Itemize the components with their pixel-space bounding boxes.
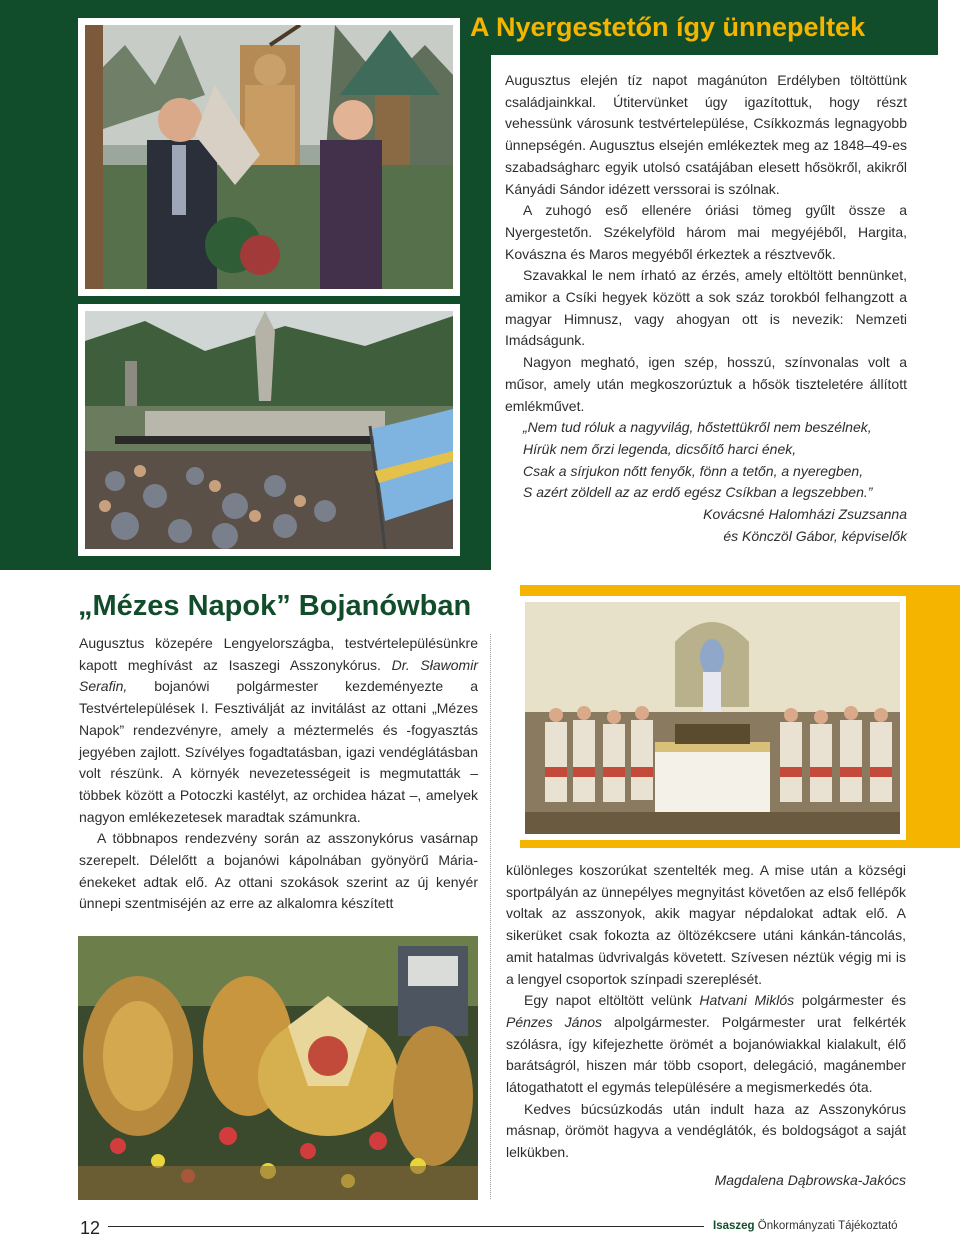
publication-name [713, 1220, 898, 1232]
page-number: 12 [80, 1218, 101, 1236]
article2-paragraph [506, 990, 906, 1099]
article2-text: polgármester és [794, 992, 906, 1009]
article2-paragraph: Kedves búcsúzkodás után indult haza az Asszonykórus másnap, örömöt hagyva a vendéglátók, és boldogságot a saját lelkükben. [506, 1100, 906, 1161]
poem-line: Csak a sírjukon nőtt fenyők, fönn a tetőn, a nyeregben, [523, 462, 864, 479]
article2-text: bojanówi polgármester kezdeményezte a Testvértelepülések I. Fesztiválját az invitálást az ottani „Mézes Napok” rendezvényre, amely a méztermelés és -fogyasztás jegyében zajlott. Szívélyes fogadtatásban, igazi vendéglátásban volt részünk. A környék nevezetességeit is megmutatták – többek között a Potoczki kastélyt, az orchidea házat –, amelyek nagyon emlékezetesek maradtak számunkra. [79, 678, 478, 825]
chapel-mass-photo-image [525, 602, 900, 834]
column-divider [490, 634, 491, 1199]
article2-text: alpolgármester. Polgármester urat felkérték szólásra, így kifejezhette örömét a bojanówiakkal kialakult, élő barátságról, hiszen már több csoport, delegáció, magánember látogathatott el egymás településére a megismerkedés óta. [506, 1013, 906, 1096]
footer-rule [108, 1226, 704, 1227]
article2-body-right [506, 860, 906, 1192]
chapel-mass-photo [519, 596, 906, 840]
article1-paragraph: Szavakkal le nem írható az érzés, amely eltöltött bennünket, amikor a Csíki hegyek között a sok száz torokból felhangzott a magyar Himnusz, vagy ahogyan ott is nevezik: Nemzeti Imádságunk. [505, 267, 907, 349]
harvest-wreaths-photo [78, 936, 478, 1200]
article2-title: „Mézes Napok” Bojanówban [78, 590, 472, 622]
article1-paragraph: Augusztus elején tíz napot magánúton Erdélyben töltöttünk családjainkkal. Útitervünket úgy igazítottuk, hogy részt vehessünk városunk testvértelepülése, Csíkkozmás legnagyobb ünnepségén. Augusztus elsején emlékeztek meg az 1848–49-es szabadságharc egyik utolsó csatájában elesett hősökről, akikről Kányádi Sándor idézett verssorai is szólnak. [505, 72, 907, 197]
article2-author: Magdalena Dąbrowska-Jakócs [714, 1171, 906, 1188]
poem-line: S azért zöldell az az erdő egész Csíkban a legszebben.” [523, 484, 873, 501]
article1-paragraph: Nagyon megható, igen szép, hosszú, színvonalas volt a műsor, amely után megkoszorúztuk a hősök tiszteletére állított emlékművet. [505, 354, 907, 414]
mayor-name: Dr. Sławomir Serafin, [79, 656, 478, 695]
publication-subtitle: Önkormányzati Tájékoztató [757, 1220, 898, 1232]
article1-title: A Nyergestetőn így ünnepeltek [470, 12, 866, 42]
article1-paragraph: A zuhogó eső ellenére óriási tömeg gyűlt össze a Nyergestetőn. Székelyföld három mai megyéjéből, Hargita, Kovászna és Maros megyéből érkeztek a résztvevők. [505, 202, 907, 262]
brand-name: Isaszeg [713, 1220, 755, 1232]
memorial-photo [78, 18, 460, 296]
article2-paragraph [79, 633, 478, 828]
article2-text: Augusztus közepére Lengyelországba, testvértelepülésünkre kapott meghívást az Isaszegi Asszonykórus. [79, 635, 478, 673]
poem-line: „Nem tud róluk a nagyvilág, hőstettükről nem beszélnek, [523, 419, 872, 436]
memorial-photo-image [85, 25, 453, 289]
article2-paragraph: A többnapos rendezvény során az asszonykórus vasárnap szerepelt. Délelőtt a bojanówi kápolnában gyönyörű Mária-énekeket adtak elő. Az ottani szokások szerint az új kenyér ünnepi szentmiséjén az erre az alkalomra készített [79, 830, 478, 912]
article1-author: Kovácsné Halomházi Zsuzsanna [703, 506, 907, 523]
deputy-mayor-name: Pénzes János [506, 1013, 603, 1030]
article1-author-role: és Könczöl Gábor, képviselők [723, 527, 907, 544]
gathering-photo-image [85, 311, 453, 549]
article2-paragraph: különleges koszorúkat szentelték meg. A mise után a községi sportpályán az ünnepélyes megnyitást követően az első fellépők voltak az asszonyok, akik magyar népdalokat adtak elő. A sikerüket csak fokozta az öltözékcsere utáni kánkán-táncolás, amit hatalmas üdvrivalgás követett. Szívesen néztük végig mi is a lengyel csoportok színpadi szereplését. [506, 862, 906, 987]
harvest-wreaths-photo-image [78, 936, 478, 1200]
mayor-name: Hatvani Miklós [699, 992, 795, 1009]
poem-line: Hírük nem őrzi legenda, dicsőítő harci ének, [523, 440, 797, 457]
article2-text: Egy napot eltöltött velünk [524, 992, 700, 1009]
article1-body [505, 70, 907, 547]
gathering-photo [78, 304, 460, 556]
poem-quote [505, 417, 907, 504]
article2-body-left [79, 633, 478, 915]
